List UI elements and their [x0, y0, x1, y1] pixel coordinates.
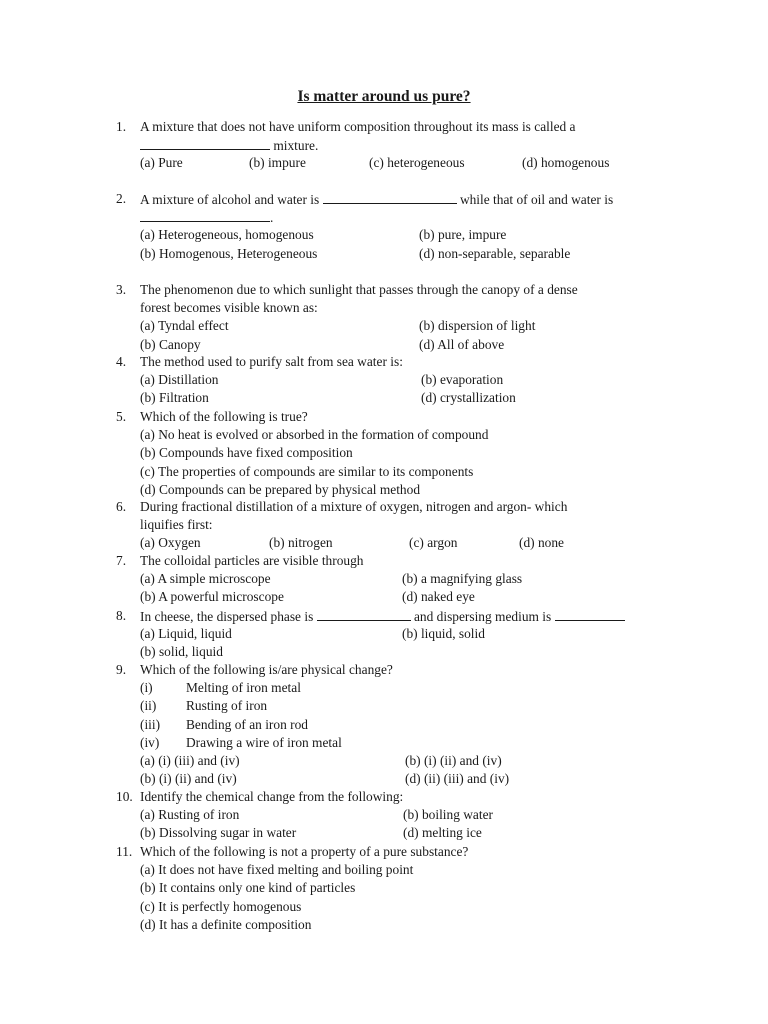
option-b: (b) evaporation	[421, 372, 504, 388]
option-a: (a) Tyndal effect	[140, 318, 229, 334]
question-4	[116, 353, 676, 408]
option-d: (d) none	[519, 535, 564, 551]
option-d: (d) naked eye	[402, 589, 475, 605]
option-c: (b) Filtration	[140, 390, 209, 406]
option-b: (b) Compounds have fixed composition	[140, 445, 353, 461]
question-text: The method used to purify salt from sea water is:	[140, 354, 403, 369]
question-8	[116, 607, 676, 662]
option-a: (a) Distillation	[140, 372, 219, 388]
question-11	[116, 843, 676, 934]
option-a: (a) Heterogeneous, homogenous	[140, 227, 314, 243]
option-a: (a) (i) (iii) and (iv)	[140, 752, 240, 768]
question-1	[116, 118, 676, 173]
option-a: (a) Oxygen	[140, 535, 201, 551]
option-a: (a) Liquid, liquid	[140, 626, 232, 642]
option-b: (b) (i) (ii) and (iv)	[405, 752, 502, 768]
question-number: 1.	[116, 119, 127, 134]
option-c: (c) The properties of compounds are similar to its components	[140, 463, 474, 479]
question-number: 7.	[116, 553, 127, 568]
option-b: (b) nitrogen	[269, 535, 333, 551]
option-c: (c) argon	[409, 535, 458, 551]
option-a: (a) It does not have fixed melting and boiling point	[140, 862, 414, 878]
question-text: A mixture that does not have uniform composition throughout its mass is called a	[140, 119, 576, 134]
option-c: (b) Canopy	[140, 336, 201, 352]
question-9	[116, 661, 676, 788]
option-c: (b) Dissolving sugar in water	[140, 825, 297, 841]
question-number: 9.	[116, 662, 127, 677]
answer-blank	[317, 607, 411, 621]
question-text: Which of the following is not a property of a pure substance?	[140, 844, 469, 859]
option-b: (b) a magnifying glass	[402, 571, 523, 587]
question-text-continued: mixture.	[140, 136, 318, 155]
question-2	[116, 190, 676, 263]
question-text-continued: .	[140, 208, 273, 227]
option-c: (b) solid, liquid	[140, 644, 223, 660]
option-d: (d) non-separable, separable	[419, 245, 571, 261]
question-number: 10.	[116, 789, 133, 804]
question-number: 11.	[116, 844, 133, 859]
option-b: (b) impure	[249, 155, 306, 171]
option-a: (a) Pure	[140, 155, 183, 171]
option-b: (b) pure, impure	[419, 227, 507, 243]
question-number: 6.	[116, 499, 127, 514]
question-10	[116, 788, 676, 843]
list-item: (i) Melting of iron metal	[140, 680, 301, 696]
question-text: The colloidal particles are visible through	[140, 553, 364, 568]
list-item: (iv) Drawing a wire of iron metal	[140, 734, 342, 750]
option-c: (b) Homogenous, Heterogeneous	[140, 245, 318, 261]
question-number: 2.	[116, 191, 127, 206]
list-item: (ii) Rusting of iron	[140, 698, 268, 714]
option-a: (a) Rusting of iron	[140, 807, 240, 823]
option-c: (c) It is perfectly homogenous	[140, 898, 302, 914]
question-3	[116, 281, 676, 354]
option-d: (d) All of above	[419, 336, 505, 352]
question-text: In cheese, the dispersed phase is and dispersing medium is	[140, 607, 625, 626]
question-text: The phenomenon due to which sunlight that passes through the canopy of a dense	[140, 282, 578, 297]
page-title: Is matter around us pure?	[297, 88, 471, 105]
option-c: (c) heterogeneous	[369, 155, 465, 171]
question-text-continued: liquifies first:	[140, 517, 213, 533]
question-text: Which of the following is true?	[140, 409, 308, 424]
option-c: (b) A powerful microscope	[140, 589, 284, 605]
question-6	[116, 498, 676, 553]
question-text: A mixture of alcohol and water is while that of oil and water is	[140, 192, 614, 207]
option-d: (d) melting ice	[403, 825, 482, 841]
option-a: (a) A simple microscope	[140, 571, 271, 587]
option-d: (d) (ii) (iii) and (iv)	[405, 771, 510, 787]
question-number: 8.	[116, 608, 127, 623]
list-item: (iii) Bending of an iron rod	[140, 716, 308, 732]
answer-blank	[140, 136, 270, 150]
question-number: 3.	[116, 282, 127, 297]
answer-blank	[140, 208, 270, 222]
question-text-continued: forest becomes visible known as:	[140, 300, 318, 316]
question-text: Identify the chemical change from the following:	[140, 789, 404, 804]
question-number: 5.	[116, 409, 127, 424]
question-text: During fractional distillation of a mixture of oxygen, nitrogen and argon- which	[140, 499, 568, 514]
option-b: (b) liquid, solid	[402, 626, 485, 642]
question-number: 4.	[116, 354, 127, 369]
answer-blank	[323, 190, 457, 204]
option-d: (d) crystallization	[421, 390, 516, 406]
option-d: (d) It has a definite composition	[140, 916, 312, 932]
option-b: (b) boiling water	[403, 807, 493, 823]
option-c: (b) (i) (ii) and (iv)	[140, 771, 237, 787]
answer-blank	[555, 607, 625, 621]
option-b: (b) It contains only one kind of particles	[140, 880, 356, 896]
option-d: (d) Compounds can be prepared by physical method	[140, 481, 421, 497]
option-b: (b) dispersion of light	[419, 318, 536, 334]
question-5	[116, 408, 676, 499]
question-7	[116, 552, 676, 607]
option-a: (a) No heat is evolved or absorbed in the formation of compound	[140, 427, 489, 443]
question-text: Which of the following is/are physical change?	[140, 662, 393, 677]
option-d: (d) homogenous	[522, 155, 610, 171]
